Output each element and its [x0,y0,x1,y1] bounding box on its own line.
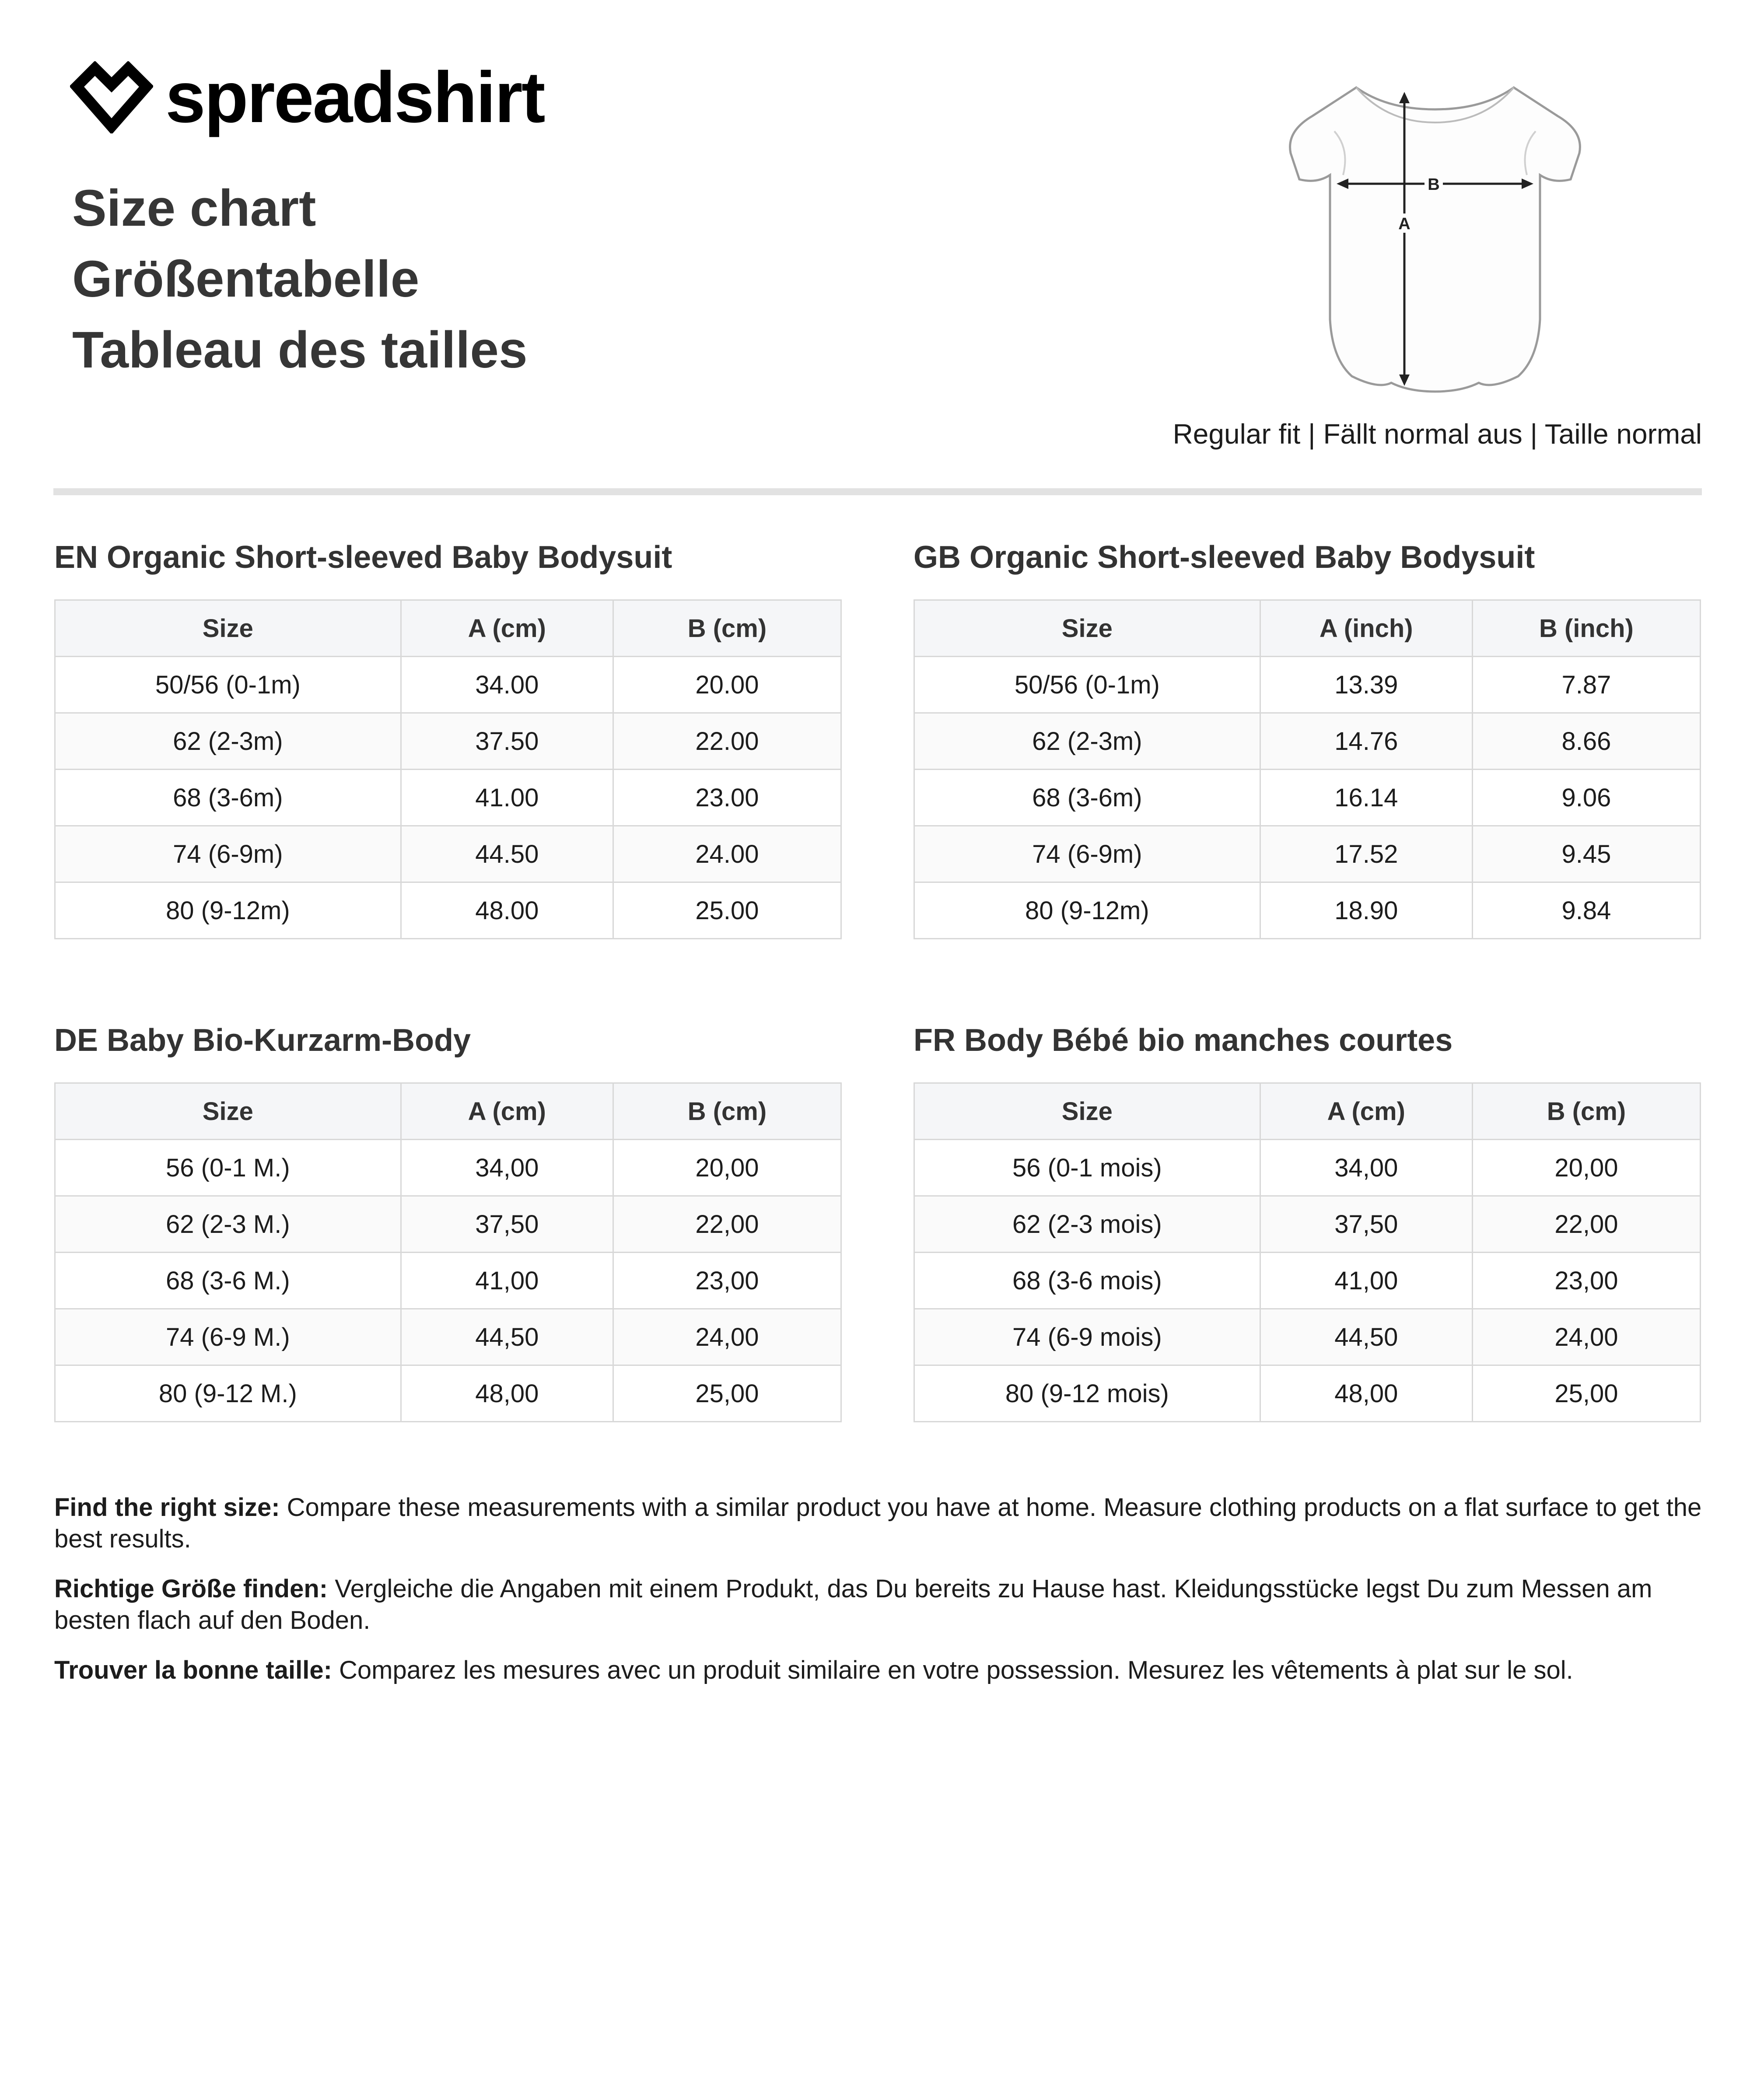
table-row [914,826,1701,882]
size-advice-notes [54,1492,1704,1704]
column-header: B (cm) [1472,1083,1700,1140]
table-cell: 23,00 [1472,1253,1700,1309]
table-cell: 34,00 [1260,1140,1472,1196]
table-row [914,1196,1701,1253]
column-header: Size [55,600,401,657]
brand-logo [70,57,544,137]
table-cell: 20,00 [1472,1140,1700,1196]
table-cell: 24.00 [613,826,841,882]
fit-description: Regular fit | Fällt normal aus | Taille normal [1172,418,1702,450]
column-header: A (cm) [401,600,613,657]
note-fr [54,1655,1704,1686]
table-row [55,770,841,826]
table-cell: 17.52 [1260,826,1472,882]
note-text: Comparez les mesures avec un produit similaire en votre possession. Mesurez les vêtements à plat sur le sol. [332,1656,1573,1684]
table-cell: 23.00 [613,770,841,826]
measure-label-b: B [1428,175,1440,194]
table-cell: 13.39 [1260,657,1472,713]
title-fr: Tableau des tailles [72,321,528,379]
table-header-row [55,600,841,657]
size-table [54,599,842,939]
table-cell: 74 (6-9m) [914,826,1260,882]
table-cell: 9.84 [1472,882,1700,939]
note-label: Richtige Größe finden: [54,1575,328,1603]
column-header: Size [914,600,1260,657]
table-cell: 56 (0-1 M.) [55,1140,401,1196]
table-row [55,826,841,882]
table-cell: 80 (9-12 M.) [55,1365,401,1422]
table-row [55,713,841,770]
size-table-de [54,1025,842,1422]
title-en: Size chart [72,179,316,237]
table-cell: 50/56 (0-1m) [914,657,1260,713]
table-cell: 41,00 [401,1253,613,1309]
table-cell: 48,00 [1260,1365,1472,1422]
table-row [55,657,841,713]
table-row [55,1365,841,1422]
note-de [54,1573,1704,1636]
table-cell: 37,50 [401,1196,613,1253]
table-cell: 44,50 [1260,1309,1472,1365]
table-cell: 20.00 [613,657,841,713]
table-cell: 24,00 [613,1309,841,1365]
table-cell: 80 (9-12 mois) [914,1365,1260,1422]
table-cell: 62 (2-3m) [914,713,1260,770]
note-label: Find the right size: [54,1493,280,1522]
note-text: Vergleiche die Angaben mit einem Produkt, das Du bereits zu Hause hast. Kleidungsstücke legst Du zum Messen am besten flach auf den Boden. [54,1575,1652,1634]
table-cell: 48,00 [401,1365,613,1422]
table-cell: 62 (2-3 M.) [55,1196,401,1253]
table-cell: 68 (3-6m) [914,770,1260,826]
table-cell: 14.76 [1260,713,1472,770]
table-cell: 37,50 [1260,1196,1472,1253]
table-cell: 9.45 [1472,826,1700,882]
bodysuit-measurement-icon [1273,74,1597,398]
table-cell: 44,50 [401,1309,613,1365]
table-title: EN Organic Short-sleeved Baby Bodysuit [54,540,672,575]
table-cell: 68 (3-6 M.) [55,1253,401,1309]
table-cell: 20,00 [613,1140,841,1196]
table-cell: 68 (3-6m) [55,770,401,826]
table-cell: 68 (3-6 mois) [914,1253,1260,1309]
table-cell: 16.14 [1260,770,1472,826]
table-row [55,1140,841,1196]
table-cell: 22,00 [613,1196,841,1253]
table-row [914,713,1701,770]
measure-label-a: A [1398,215,1410,233]
size-table [54,1082,842,1422]
table-cell: 80 (9-12m) [55,882,401,939]
table-header-row [914,1083,1701,1140]
table-cell: 9.06 [1472,770,1700,826]
table-cell: 41,00 [1260,1253,1472,1309]
table-cell: 7.87 [1472,657,1700,713]
table-cell: 34.00 [401,657,613,713]
table-row [55,882,841,939]
table-cell: 23,00 [613,1253,841,1309]
column-header: B (cm) [613,1083,841,1140]
table-row [914,882,1701,939]
table-cell: 50/56 (0-1m) [55,657,401,713]
table-cell: 74 (6-9 M.) [55,1309,401,1365]
title-de: Größentabelle [72,250,420,308]
table-cell: 56 (0-1 mois) [914,1140,1260,1196]
table-cell: 62 (2-3m) [55,713,401,770]
table-row [55,1253,841,1309]
table-title: DE Baby Bio-Kurzarm-Body [54,1023,471,1058]
table-cell: 41.00 [401,770,613,826]
table-cell: 62 (2-3 mois) [914,1196,1260,1253]
table-cell: 48.00 [401,882,613,939]
column-header: Size [914,1083,1260,1140]
table-row [55,1309,841,1365]
table-cell: 74 (6-9 mois) [914,1309,1260,1365]
table-cell: 25.00 [613,882,841,939]
size-table-gb [914,542,1701,939]
note-label: Trouver la bonne taille: [54,1656,332,1684]
size-table-en [54,542,842,939]
table-row [914,1140,1701,1196]
table-cell: 80 (9-12m) [914,882,1260,939]
brand-name: spreadshirt [165,57,544,137]
heart-chevron-logo-icon [70,61,153,133]
note-en [54,1492,1704,1555]
table-row [914,657,1701,713]
header-divider [53,488,1702,495]
table-cell: 25,00 [613,1365,841,1422]
table-cell: 74 (6-9m) [55,826,401,882]
table-cell: 22,00 [1472,1196,1700,1253]
column-header: B (cm) [613,600,841,657]
column-header: Size [55,1083,401,1140]
column-header: A (inch) [1260,600,1472,657]
size-table [914,1082,1701,1422]
column-header: B (inch) [1472,600,1700,657]
size-table [914,599,1701,939]
table-cell: 22.00 [613,713,841,770]
table-cell: 18.90 [1260,882,1472,939]
column-header: A (cm) [1260,1083,1472,1140]
table-cell: 37.50 [401,713,613,770]
page-titles [72,173,528,385]
column-header: A (cm) [401,1083,613,1140]
size-table-fr [914,1025,1701,1422]
table-header-row [55,1083,841,1140]
table-title: GB Organic Short-sleeved Baby Bodysuit [914,540,1535,575]
table-cell: 44.50 [401,826,613,882]
table-row [914,1253,1701,1309]
table-header-row [914,600,1701,657]
table-row [914,1365,1701,1422]
table-title: FR Body Bébé bio manches courtes [914,1023,1453,1058]
table-row [914,1309,1701,1365]
note-text: Compare these measurements with a similar product you have at home. Measure clothing products on a flat surface to get the best results. [54,1493,1702,1553]
table-cell: 8.66 [1472,713,1700,770]
table-cell: 24,00 [1472,1309,1700,1365]
table-cell: 25,00 [1472,1365,1700,1422]
table-row [55,1196,841,1253]
table-row [914,770,1701,826]
table-cell: 34,00 [401,1140,613,1196]
